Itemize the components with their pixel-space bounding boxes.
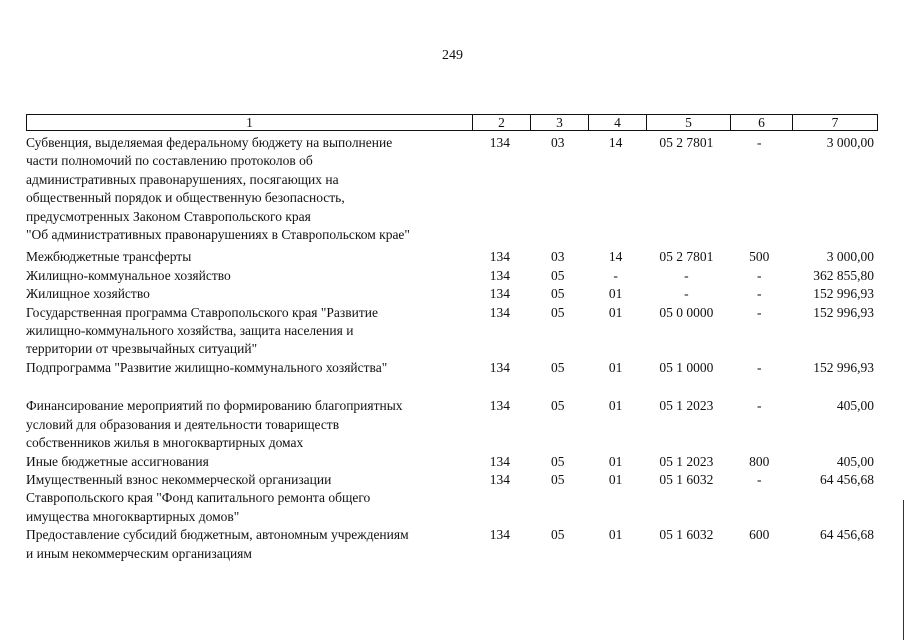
description-line: и иным некоммерческим организациям [26, 545, 252, 561]
cell-c5: 05 1 2023 [659, 398, 714, 414]
header-cell: 6 [731, 115, 793, 130]
description-line: Межбюджетные трансферты [26, 249, 192, 265]
cell-c5: 05 1 0000 [659, 359, 714, 375]
cell-c7: 152 996,93 [813, 359, 874, 375]
table-body [26, 134, 876, 563]
cell-c7: 3 000,00 [826, 135, 874, 150]
cell-c3: 05 [550, 267, 565, 283]
cell-c3: 05 [550, 527, 565, 543]
cell-c4: 01 [608, 471, 623, 487]
cell-c4: 01 [608, 286, 623, 302]
row-description [26, 526, 471, 563]
cell-c2: 134 [489, 398, 510, 414]
description-line: Предоставление субсидий бюджетным, автономным учреждениям [26, 527, 409, 543]
cell-c6: - [757, 286, 762, 302]
header-cell: 3 [531, 115, 589, 130]
cell-c6: - [757, 471, 762, 487]
description-line: жилищно-коммунального хозяйства, защита населения и [26, 323, 354, 339]
cell-c2: 134 [489, 471, 510, 487]
table-row [26, 397, 876, 452]
scan-edge-line [903, 500, 904, 640]
row-spacer [26, 377, 876, 397]
cell-c4: 01 [608, 304, 623, 320]
table-row [26, 267, 876, 285]
cell-c3: 03 [550, 249, 565, 265]
cell-c3: 05 [550, 286, 565, 302]
header-cell: 4 [589, 115, 647, 130]
cell-c4: 14 [608, 249, 623, 265]
table-row [26, 359, 876, 377]
table-row [26, 248, 876, 266]
cell-c3: 05 [550, 398, 565, 414]
header-cell: 5 [647, 115, 731, 130]
row-description [26, 248, 471, 266]
row-description [26, 397, 471, 452]
cell-c5: 05 1 6032 [659, 471, 714, 487]
cell-c7: 64 456,68 [819, 527, 874, 543]
description-line: Жилищно-коммунальное хозяйство [26, 267, 231, 283]
cell-c2: 134 [489, 527, 510, 543]
page-number: 249 [442, 48, 463, 63]
cell-c2: 134 [489, 359, 510, 375]
cell-c2: 134 [489, 249, 510, 265]
cell-c6: - [757, 304, 762, 320]
description-line: Имущественный взнос некоммерческой организации [26, 471, 332, 487]
cell-c5: 05 1 6032 [659, 527, 714, 543]
cell-c2: 134 [489, 267, 510, 283]
cell-c5: 05 2 7801 [659, 249, 714, 265]
row-description [26, 453, 471, 471]
cell-c6: - [757, 359, 762, 375]
row-description [26, 359, 471, 377]
description-line: административных правонарушениях, посягающих на [26, 171, 339, 187]
description-line: части полномочий по составлению протоколов об [26, 153, 313, 169]
cell-c7: 405,00 [836, 398, 874, 414]
cell-c5: - [684, 267, 689, 283]
description-line: Жилищное хозяйство [26, 286, 150, 302]
description-line: Финансирование мероприятий по формированию благоприятных [26, 398, 403, 414]
description-line: территории от чрезвычайных ситуаций" [26, 341, 258, 357]
description-line: Субвенция, выделяемая федеральному бюджету на выполнение [26, 135, 393, 150]
cell-c3: 05 [550, 471, 565, 487]
table-row [26, 304, 876, 359]
header-cell: 2 [473, 115, 531, 130]
row-description [26, 285, 471, 303]
row-description [26, 304, 471, 359]
cell-c3: 05 [550, 359, 565, 375]
cell-c4: 01 [608, 453, 623, 469]
cell-c5: 05 0 0000 [659, 304, 714, 320]
table-row [26, 526, 876, 563]
description-line: "Об административных правонарушениях в Ставропольском крае" [26, 227, 410, 243]
description-line: Подпрограмма "Развитие жилищно-коммунального хозяйства" [26, 359, 388, 375]
cell-c6: 500 [749, 249, 770, 265]
table-row [26, 285, 876, 303]
cell-c3: 05 [550, 453, 565, 469]
cell-c6: 600 [749, 527, 770, 543]
cell-c7: 3 000,00 [826, 249, 874, 265]
cell-c3: 03 [550, 135, 565, 150]
header-cell: 1 [27, 115, 473, 130]
cell-c7: 405,00 [836, 453, 874, 469]
header-cell: 7 [831, 115, 839, 130]
table-header [26, 114, 878, 131]
cell-c5: 05 1 2023 [659, 453, 714, 469]
cell-c4: 01 [608, 527, 623, 543]
cell-c2: 134 [489, 286, 510, 302]
description-line: общественный порядок и общественную безопасность, [26, 190, 345, 206]
cell-c7: 64 456,68 [819, 471, 874, 487]
description-line: Государственная программа Ставропольского края "Развитие [26, 304, 378, 320]
row-description [26, 471, 471, 526]
description-line: предусмотренных Законом Ставропольского края [26, 208, 311, 224]
cell-c4: - [613, 267, 618, 283]
cell-c5: - [684, 286, 689, 302]
cell-c6: 800 [749, 453, 770, 469]
table-row [26, 453, 876, 471]
cell-c2: 134 [489, 135, 510, 150]
description-line: собственников жилья в многоквартирных домах [26, 435, 304, 451]
description-line: Иные бюджетные ассигнования [26, 453, 209, 469]
row-description [26, 267, 471, 285]
cell-c4: 01 [608, 398, 623, 414]
cell-c4: 01 [608, 359, 623, 375]
table-row [26, 134, 876, 244]
cell-c4: 14 [608, 135, 623, 150]
cell-c6: - [757, 267, 762, 283]
description-line: Ставропольского края "Фонд капитального ремонта общего [26, 490, 371, 506]
cell-c2: 134 [489, 453, 510, 469]
cell-c7: 152 996,93 [813, 286, 874, 302]
cell-c2: 134 [489, 304, 510, 320]
row-description [26, 134, 471, 244]
table-row [26, 471, 876, 526]
cell-c5: 05 2 7801 [659, 135, 714, 150]
cell-c6: - [757, 398, 762, 414]
cell-c7: 362 855,80 [813, 267, 874, 283]
description-line: условий для образования и деятельности товариществ [26, 416, 340, 432]
cell-c7: 152 996,93 [813, 304, 874, 320]
cell-c6: - [757, 135, 762, 150]
description-line: имущества многоквартирных домов" [26, 508, 240, 524]
cell-c3: 05 [550, 304, 565, 320]
